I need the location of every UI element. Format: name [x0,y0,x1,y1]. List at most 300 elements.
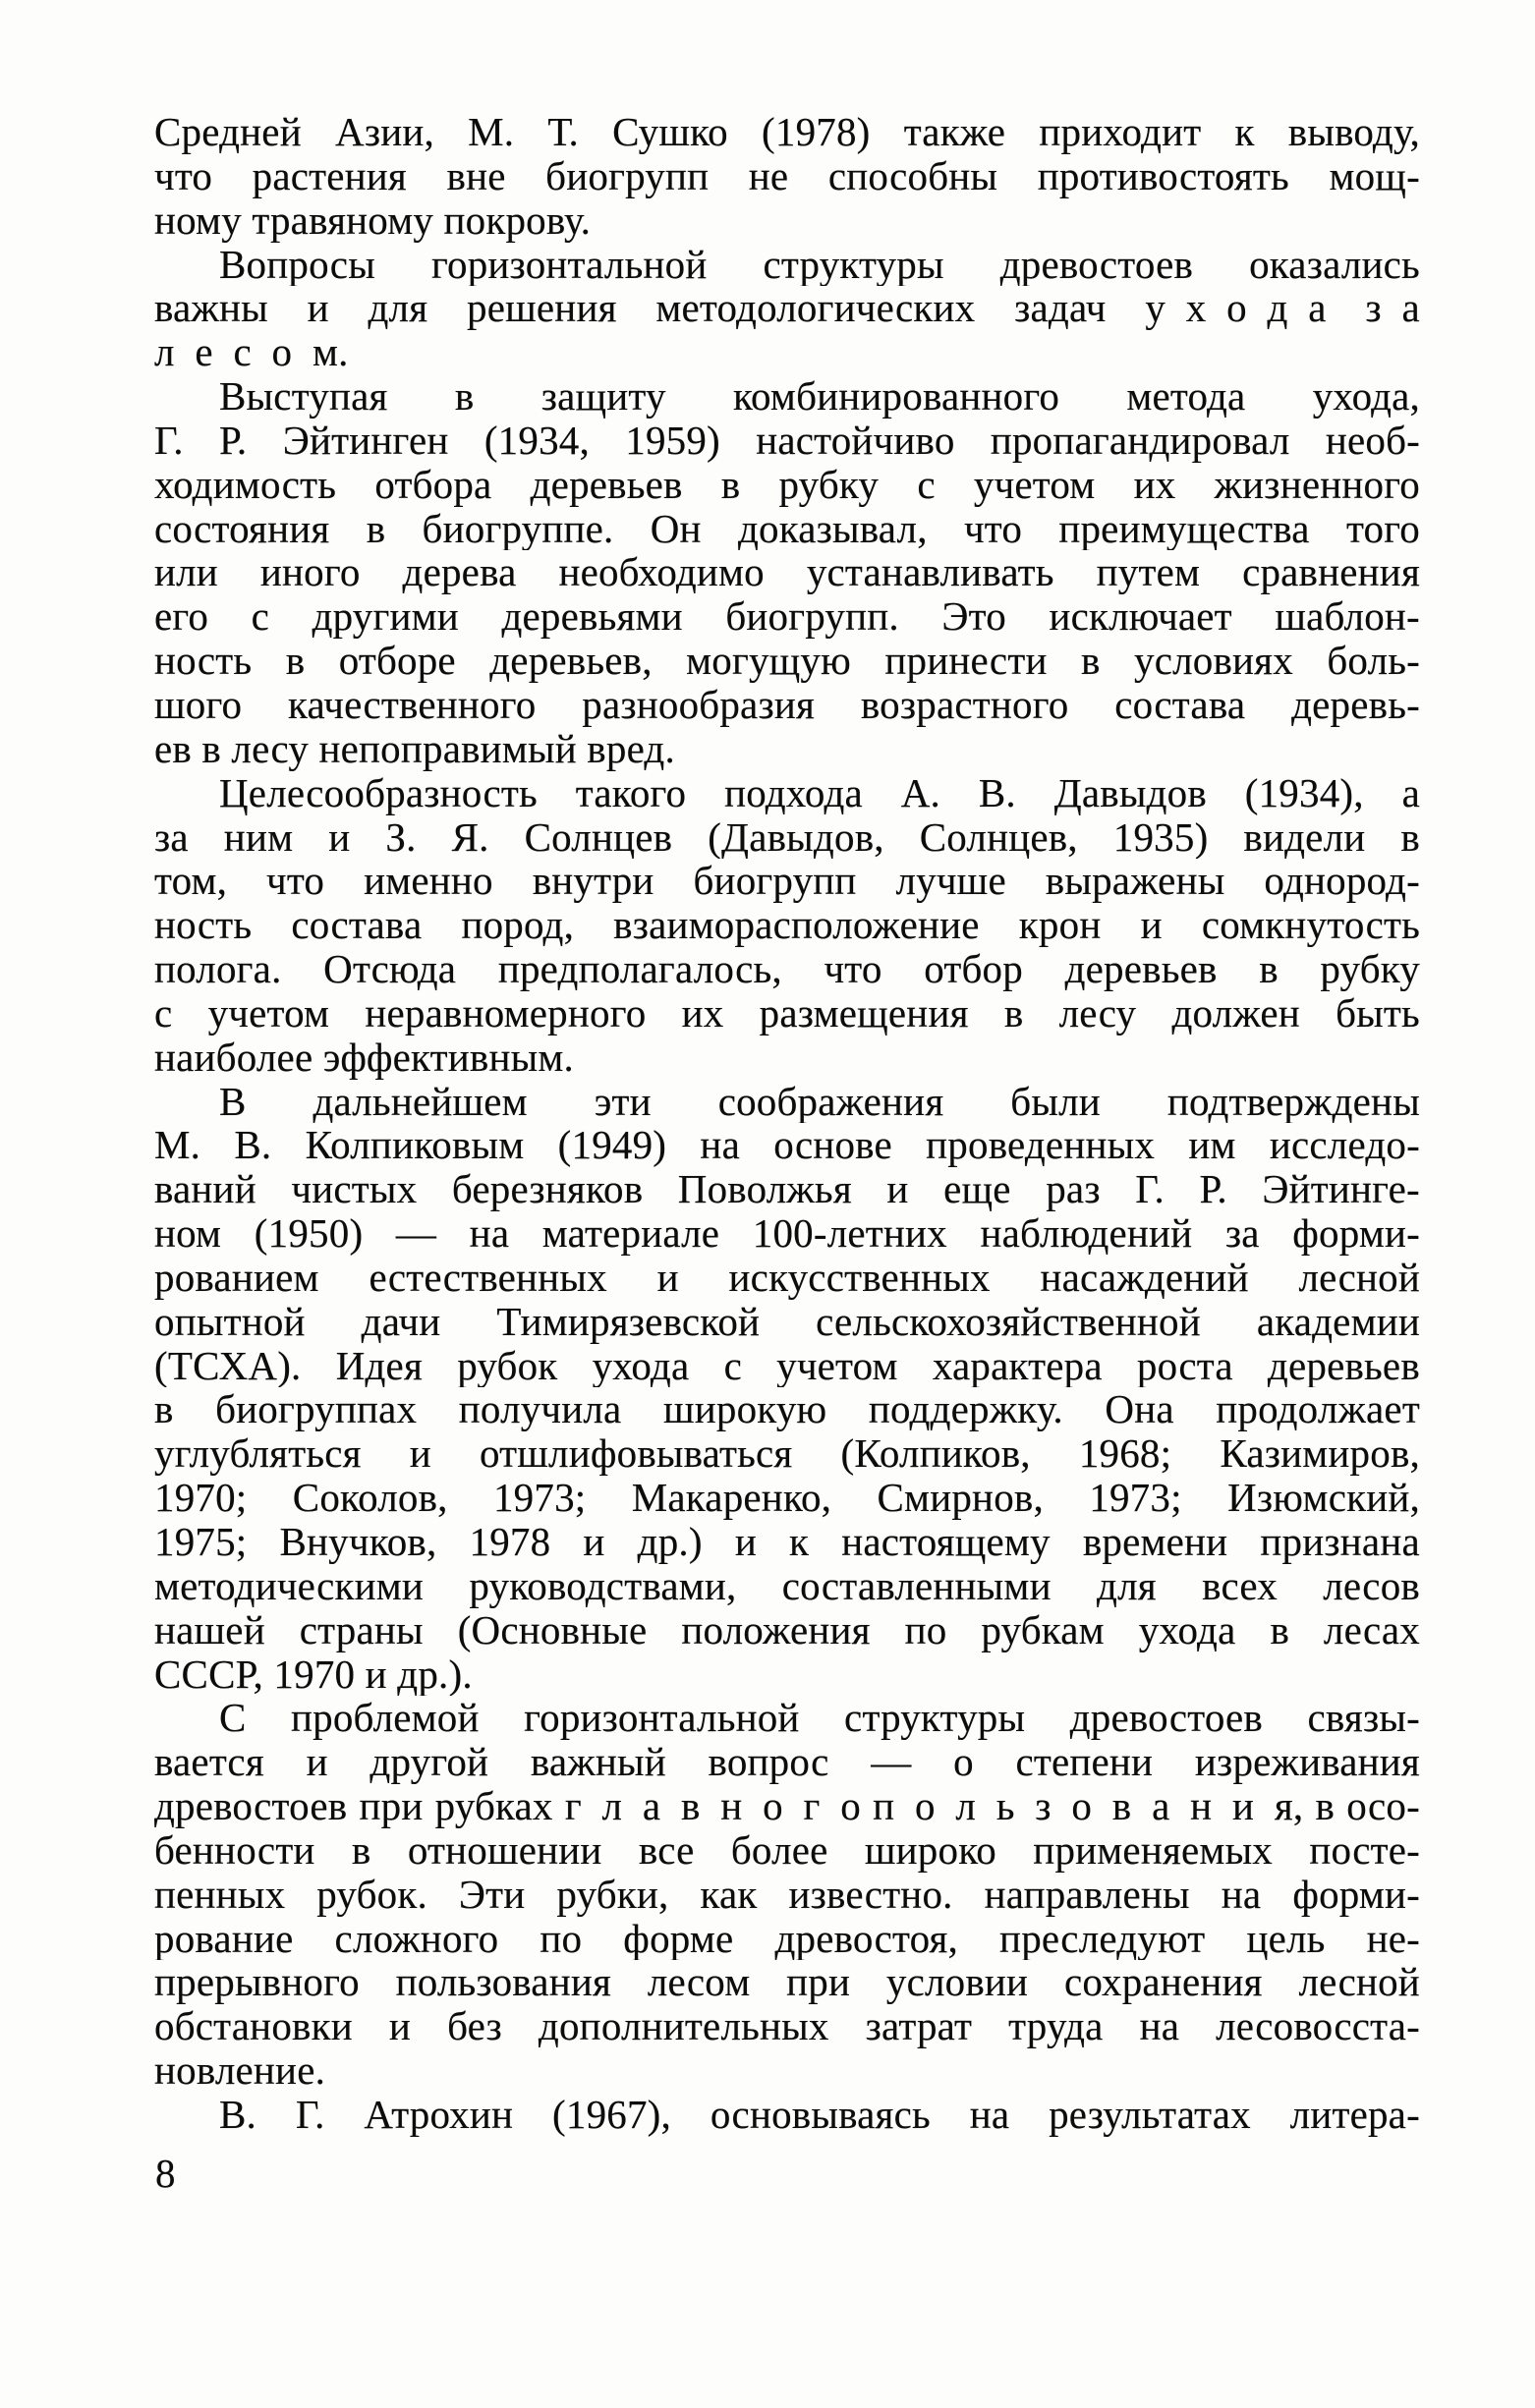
text-line [154,639,1420,683]
text-line [154,1344,1420,1388]
word: В [219,1079,247,1124]
word: вопрос [708,1740,829,1785]
word: в [154,1387,174,1432]
word: дополнительных [538,2004,829,2049]
word: изреживания [1194,1740,1420,1785]
word: академии [1256,1299,1420,1344]
word: проблемой [291,1696,480,1741]
word: необ- [1325,418,1420,463]
text-line [154,594,1420,639]
word: прерывного [154,1960,360,2005]
word: древостоев [999,242,1194,287]
word: Он [650,506,702,551]
text-line [154,2004,1420,2048]
word: при [359,1784,424,1828]
text-line: ному травяному покрову. [154,197,592,243]
word: эти [594,1079,652,1124]
paragraph [154,2093,1420,2137]
word: путем [1096,550,1201,595]
word: устанавливать [806,550,1054,595]
word: лесов [1323,1563,1420,1608]
word: преследуют [999,1916,1206,1961]
text-line [154,1784,1420,1828]
paragraph [154,1696,1420,2093]
word: дерева [402,550,517,595]
paragraph [154,771,1420,1080]
text-line [154,507,1420,551]
text-line [154,550,1420,594]
word: Отсюда [323,947,457,991]
word: биогрупп [545,153,710,198]
word: метода [1126,374,1246,419]
word: Вопросы [219,242,375,287]
word: форми- [1292,1211,1420,1256]
word: пользования [395,1960,612,2005]
word: проведенных [926,1123,1156,1168]
word: рубок. [316,1872,427,1917]
word: литера- [1289,2092,1420,2137]
word: Идея [335,1343,424,1388]
word: лесу [1058,990,1137,1036]
word: растения [252,153,407,198]
word: В. [219,2092,256,2137]
word: лесом [647,1960,751,2005]
word: и [583,1520,605,1564]
word: преимущества [1058,506,1310,551]
word: что [963,506,1023,551]
word: и [734,1520,757,1564]
word: и [886,1167,909,1212]
text-line: ев в лесу непоправимый вред. [154,726,675,771]
text-line: л е с о м. [154,330,349,375]
word: Поволжья [677,1167,852,1212]
word: Колпиковым [305,1123,525,1168]
word: — [395,1211,437,1256]
word: Изюмский, [1227,1476,1420,1520]
word: мощ- [1329,153,1420,198]
word: отшлифовываться [480,1431,793,1477]
word: и [656,1255,679,1300]
word: могущую [686,639,851,683]
word: и [306,1740,328,1785]
word: качественного [288,682,537,727]
word: также [903,110,1006,154]
word: рубкам [981,1607,1105,1652]
word: методологических [655,286,976,331]
word: учетом [973,462,1096,507]
word: (Давыдов, [708,814,884,860]
word: древостоев [1069,1696,1263,1741]
text-line [154,154,1420,198]
word: связы- [1307,1696,1420,1741]
word: размещения [759,990,969,1036]
word: лесной [1298,1255,1420,1300]
word: что [266,859,325,904]
word: в [1315,1784,1336,1828]
word: Азии, [335,110,434,154]
word: исследо- [1269,1123,1420,1168]
text-line [154,1828,1420,1873]
word: ность [154,639,253,683]
word: Тимирязевской [496,1299,761,1344]
word: отбор [924,947,1023,991]
word: настойчиво [756,418,955,463]
word: биогрупп [693,859,857,904]
word: степени [1015,1740,1154,1785]
word: естественных [369,1255,607,1300]
word: состояния [154,506,330,551]
word: Солнцев [524,814,673,860]
word: отбора [374,462,492,507]
word: соображения [717,1079,944,1124]
word: Выступая [219,374,388,419]
word: 1975; [154,1520,248,1564]
word: учетом [776,1343,898,1388]
word: важны [154,286,268,331]
text-line [154,1080,1420,1124]
word: шого [154,682,243,727]
word: сохранения [1063,1960,1263,2005]
word: и [409,1431,431,1477]
word: результатах [1049,2092,1251,2137]
text-line [154,1960,1420,2004]
word: деревь- [1291,682,1420,727]
text-line [154,374,1420,419]
word: за [154,814,189,860]
text-line: наиболее эффективным. [154,1035,574,1080]
word: состава [291,903,423,948]
word: неравномерного [365,990,647,1036]
word: рубках [434,1784,553,1828]
word: с [154,990,173,1036]
word: Атрохин [364,2092,514,2137]
word: основе [773,1123,892,1168]
word: основываясь [710,2092,931,2137]
word: осо- [1346,1784,1420,1828]
word: в [1400,814,1420,860]
word: на [700,1123,740,1168]
word: структуры [763,242,944,287]
word: п о л ь з о в а н и я, [873,1784,1304,1828]
word: лучше [895,859,1006,904]
word: такого [575,770,687,815]
word: в [720,462,741,507]
word: (Колпиков, [840,1431,1031,1477]
word: биогруппе. [422,506,614,551]
word: древостоев [154,1784,348,1828]
text-line [154,683,1420,727]
word: разнообразия [582,682,816,727]
word: составленными [781,1563,1052,1608]
text-line [154,243,1420,287]
word: пропагандировал [990,418,1290,463]
word: горизонтальной [431,242,708,287]
word: — [871,1740,912,1785]
word: деревьев [1064,947,1218,991]
word: по [904,1607,947,1652]
word: (ТСХА). [154,1343,302,1388]
text-line [154,1564,1420,1608]
word: при [786,1960,851,2005]
word: горизонтальной [524,1696,800,1741]
word: однород- [1264,859,1420,904]
word: видели [1243,814,1366,860]
word: рубку [778,462,880,507]
word: того [1345,506,1420,551]
word: з а [1365,286,1420,331]
word: оказались [1249,242,1420,287]
text-line [154,1696,1420,1740]
word: (1978) [762,110,871,154]
word: наблюдений [980,1211,1193,1256]
word: ном [154,1211,222,1256]
word: форме [623,1916,734,1961]
word: Эйтинген [282,418,449,463]
word: ним [223,814,294,860]
word: углубляться [154,1431,362,1477]
word: 1968; [1078,1431,1172,1477]
word: для [368,286,428,331]
word: 1978 [469,1520,551,1564]
word: всех [1202,1563,1278,1608]
word: комбинированного [732,374,1060,419]
word: времени [1082,1520,1228,1564]
word: в [1270,1607,1289,1652]
word: ухода, [1312,374,1420,419]
word: Р. [1199,1167,1227,1212]
word: а [1401,770,1420,815]
paragraph [154,110,1420,243]
text-line [154,991,1420,1036]
word: 1970; [154,1476,248,1520]
word: и [388,2004,412,2049]
word: в [1003,990,1024,1036]
word: другими [312,594,459,640]
word: применяемых [1033,1827,1274,1873]
word: принести [884,639,1048,683]
word: Смирнов, [877,1476,1044,1520]
word: цель [1246,1916,1326,1961]
word: что [824,947,882,991]
text-line [154,110,1420,154]
word: М. [154,1123,201,1168]
word: вается [154,1740,264,1785]
word: защиту [540,374,666,419]
text-line [154,771,1420,815]
word: Г. [154,418,184,463]
word: пенных [154,1872,286,1917]
word: деревьев, [489,639,653,683]
text-line [154,286,1420,330]
word: С [219,1696,247,1741]
word: доказывал, [737,506,928,551]
paragraph [154,1080,1420,1697]
word: что [154,153,213,198]
word: в [1259,947,1279,991]
text-line [154,1300,1420,1344]
word: задач [1014,286,1107,331]
text-line [154,815,1420,860]
paragraph [154,374,1420,771]
word: деревьями [501,594,683,640]
word: З. [385,814,417,860]
word: рубку [1320,947,1420,991]
text-line [154,2093,1420,2137]
word: лесной [1298,1960,1420,2005]
word: именно [364,859,493,904]
word: и [1140,903,1163,948]
word: приходит [1039,110,1202,154]
word: необходимо [558,550,765,595]
word: рубок [457,1343,558,1388]
word: страны [299,1607,424,1652]
word: Внучков, [279,1520,437,1564]
word: Т. [547,110,579,154]
word: у х о д а [1145,286,1327,331]
word: сомкнутость [1201,903,1420,948]
word: для [1097,1563,1157,1608]
text-line [154,1167,1420,1211]
word: вне [446,153,506,198]
word: деревьев [1267,1343,1420,1388]
word: лесах [1323,1607,1420,1652]
word: (Основные [457,1607,648,1652]
word: в [454,374,475,419]
word: отношении [407,1827,602,1873]
word: Это [941,594,1006,640]
word: нашей [154,1607,265,1652]
word: с [251,594,270,640]
word: состава [1114,682,1246,727]
word: важный [530,1740,666,1785]
word: руководствами, [469,1563,737,1608]
word: материале [541,1211,720,1256]
word: рованием [154,1255,319,1300]
word: полога. [154,947,282,991]
word: условии [885,1960,1029,2005]
text-line: новление. [154,2048,326,2093]
word: направлены [984,1872,1190,1917]
word: биогрупп. [725,594,899,640]
text-line [154,419,1420,463]
word: их [1133,462,1176,507]
word: поддержку. [868,1387,1063,1432]
word: 1935) [1112,814,1209,860]
word: насаждений [1040,1255,1249,1300]
word: Давыдов [1053,770,1207,815]
word: Целесообразность [219,770,538,815]
word: Сушко [612,110,728,154]
word: условиях [1134,639,1293,683]
word: ухода [1138,1607,1236,1652]
word: (1967), [552,2092,671,2137]
word: сельскохозяйственной [816,1299,1201,1344]
word: структуры [844,1696,1026,1741]
word: методическими [154,1563,425,1608]
word: противостоять [1037,153,1289,198]
word: Соколов, [292,1476,448,1520]
word: известно. [788,1872,953,1917]
word: жизненного [1214,462,1420,507]
text-line [154,1740,1420,1784]
word: решения [467,286,617,331]
word: предполагалось, [497,947,782,991]
word: др.) [637,1520,703,1564]
word: возрастного [860,682,1069,727]
text-line [154,1476,1420,1520]
word: березняков [451,1167,644,1212]
word: отборе [338,639,456,683]
word: искусственных [728,1255,991,1300]
word: ваний [154,1167,256,1212]
word: способны [827,153,998,198]
word: Я. [451,814,489,860]
word: ность [154,903,253,948]
word: пород, [461,903,575,948]
word: подхода [724,770,863,815]
word: (1934), [1244,770,1364,815]
word: 100-летних [752,1211,947,1256]
word: роста [1136,1343,1233,1388]
word: с [917,462,936,507]
word: дальнейшем [313,1079,528,1124]
text-line [154,1873,1420,1917]
word: быть [1336,990,1420,1036]
word: широко [864,1827,996,1873]
word: настоящему [841,1520,1051,1564]
word: широкую [662,1387,827,1432]
word: не [748,153,789,198]
word: ходимость [154,462,337,507]
word: на [1139,2004,1180,2049]
word: и [307,286,329,331]
text-line [154,947,1420,991]
word: Она [1105,1387,1174,1432]
word: как [700,1872,758,1917]
word: на [1221,1872,1262,1917]
word: Г. [295,2092,325,2137]
word: без [447,2004,502,2049]
word: более [730,1827,828,1873]
word: 1973; [1089,1476,1182,1520]
word: и [328,814,351,860]
word: М. [468,110,515,154]
word: Г. [1135,1167,1165,1212]
word: ухода [592,1343,690,1388]
word: рубки, [556,1872,669,1917]
word: бенности [154,1827,315,1873]
word: рование [154,1916,294,1961]
word: им [1188,1123,1236,1168]
word: деревьев [530,462,683,507]
word: г л а в н о г о [564,1784,861,1828]
word: признана [1260,1520,1420,1564]
word: (1950) [254,1211,364,1256]
word: выводу, [1287,110,1420,154]
word: опытной [154,1299,306,1344]
word: обстановки [154,2004,353,2049]
word: лесовосста- [1216,2004,1420,2049]
word: Солнцев, [919,814,1078,860]
word: по [540,1916,583,1961]
word: (1949) [557,1123,667,1168]
word: форми- [1292,1872,1420,1917]
word: учетом [207,990,330,1036]
word: иного [259,550,361,595]
word: в [285,639,306,683]
word: еще [943,1167,1011,1212]
word: посте- [1309,1827,1420,1873]
